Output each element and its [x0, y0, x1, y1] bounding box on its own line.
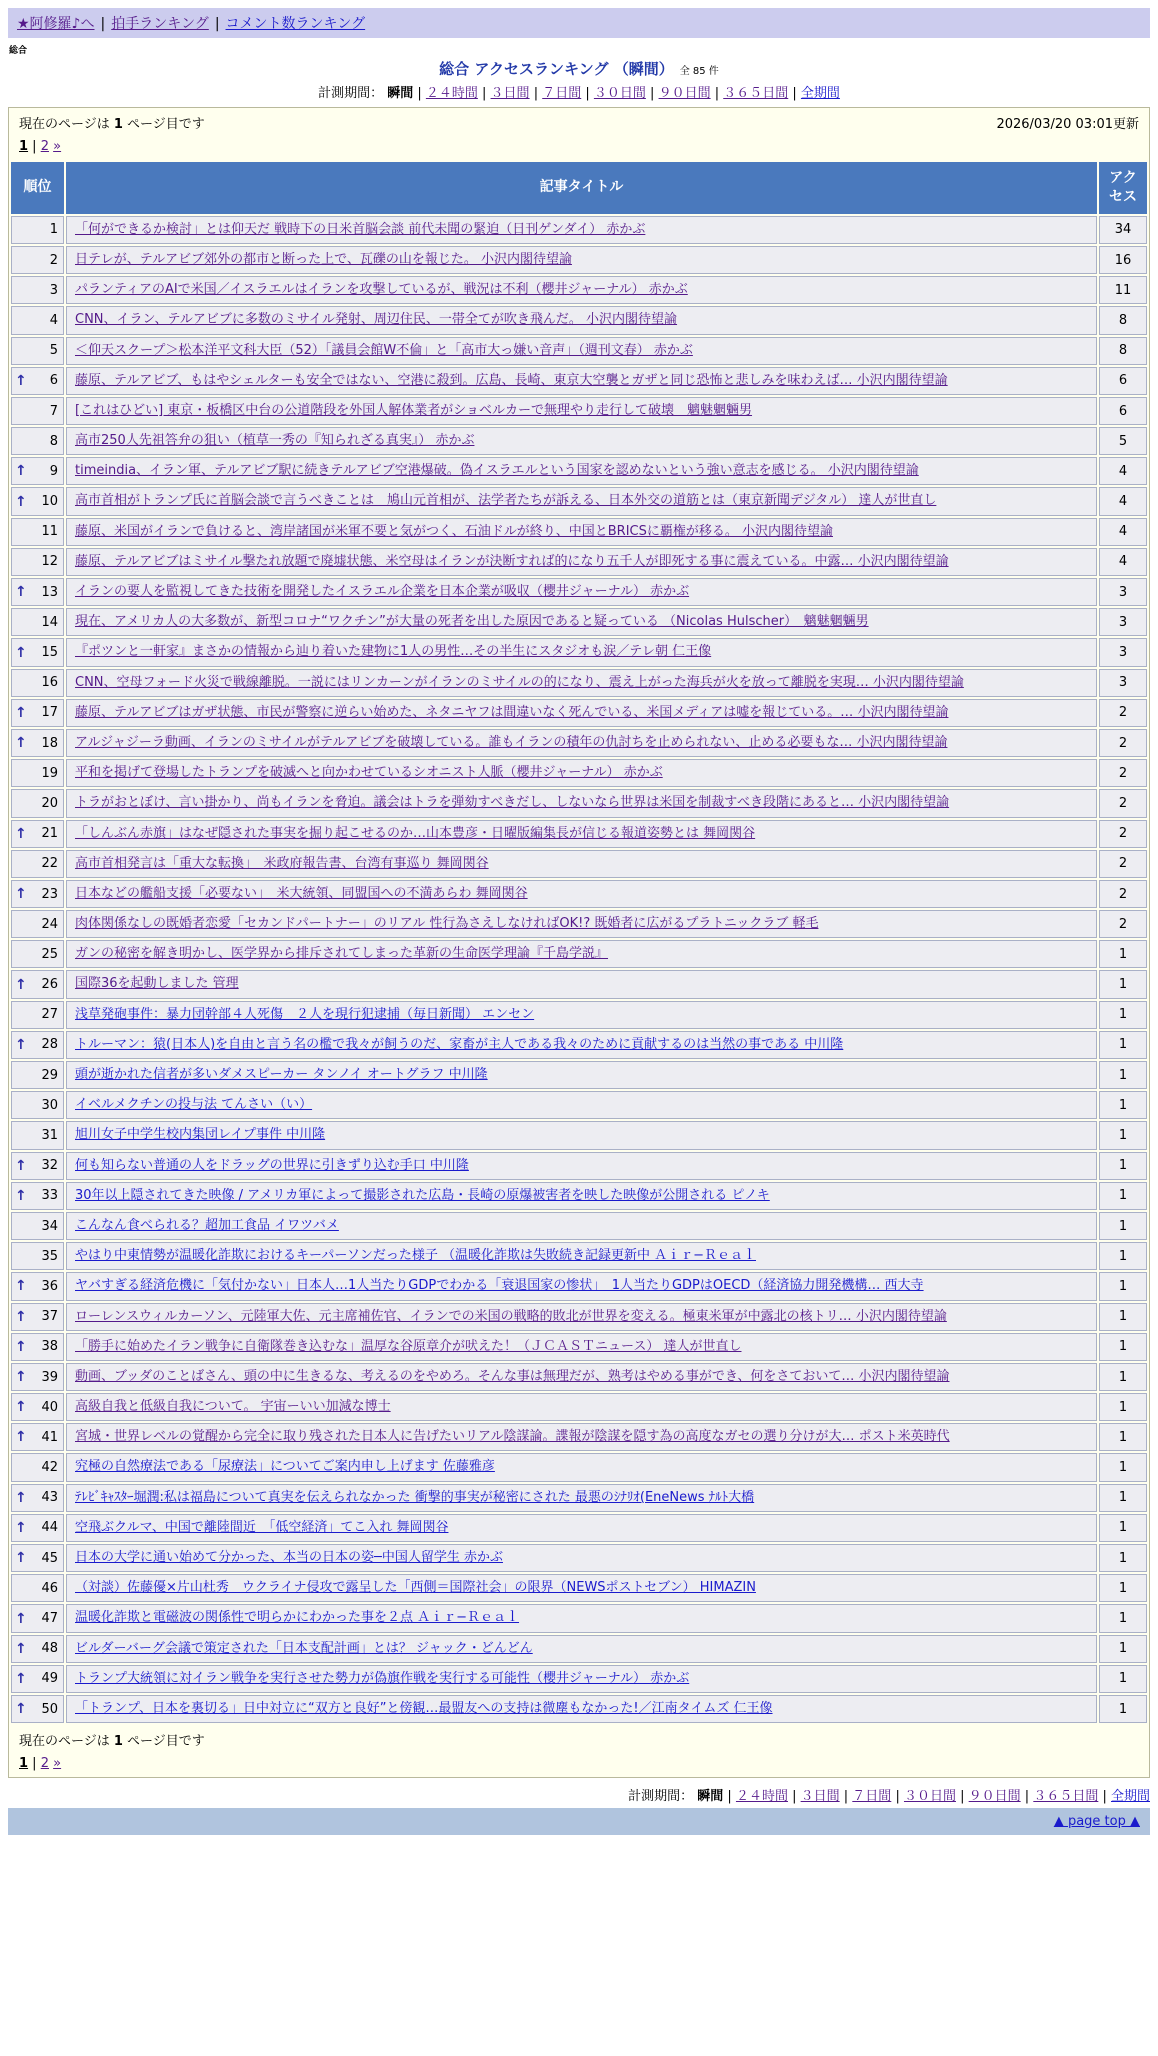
topbar-separator: | — [100, 16, 106, 32]
rank-number: 25 — [41, 946, 58, 962]
access-count: 1 — [1099, 1423, 1147, 1451]
article-link[interactable]: CNN、イラン、テルアビブに多数のミサイル発射、周辺住民、一帯全てが吹き飛んだ。 小沢内閣待望論 — [75, 312, 678, 328]
access-count: 1 — [1099, 1333, 1147, 1361]
article-link[interactable]: 藤原、テルアビブはミサイル撃たれ放題で廃墟状態、米空母はイランが決断すれば的になり五千人が即死する事に震えている。中露… 小沢内閣待望論 — [75, 553, 949, 569]
access-count: 1 — [1099, 1091, 1147, 1119]
period-link[interactable]: ９０日間 — [658, 86, 711, 101]
access-count: 1 — [1099, 1393, 1147, 1421]
rank-number: 30 — [41, 1097, 58, 1113]
rank-number: 2 — [49, 252, 58, 268]
period-link[interactable]: ３日間 — [800, 1789, 840, 1805]
up-arrow-icon: ↑ — [15, 735, 27, 752]
article-link[interactable]: 「トランプ、日本を裏切る」日中対立に“双方と良好”と傍観…最盟友への支持は微塵もなかった!／江南タイムズ 仁王像 — [75, 1700, 773, 1716]
table-row — [11, 246, 1147, 274]
rank-number: 33 — [41, 1188, 58, 1204]
rank-number: 14 — [41, 614, 58, 630]
table-row — [11, 1574, 1147, 1602]
access-count: 1 — [1099, 940, 1147, 968]
access-count: 2 — [1099, 699, 1147, 727]
rank-number: 35 — [41, 1248, 58, 1264]
access-count: 2 — [1099, 759, 1147, 787]
access-count: 2 — [1099, 850, 1147, 878]
access-count: 6 — [1099, 367, 1147, 395]
topbar-separator: | — [214, 16, 220, 32]
article-link[interactable]: ガンの秘密を解き明かし、医学界から排斥されてしまった革新の生命医学理論『千島学説』 — [75, 946, 609, 962]
access-count: 1 — [1099, 1272, 1147, 1300]
up-arrow-icon: ↑ — [15, 976, 27, 993]
access-count: 1 — [1099, 1363, 1147, 1391]
rank-number: 18 — [41, 735, 58, 751]
table-row — [11, 940, 1147, 968]
table-header-row — [11, 162, 1147, 214]
article-link[interactable]: ビルダーバーグ会議で策定された「日本支配計画」とは？ ジャック・どんどん — [75, 1640, 533, 1656]
table-row — [11, 1514, 1147, 1542]
up-arrow-icon: ↑ — [15, 1157, 27, 1174]
article-link[interactable]: イベルメクチンの投与法 てんさい（い） — [75, 1097, 313, 1113]
article-link[interactable]: [これはひどい] 東京・板橋区中台の公道階段を外国人解体業者がショベルカーで無理やり走行して破壊 魑魅魍魎男 — [75, 402, 753, 418]
up-arrow-icon: ↑ — [15, 1338, 27, 1355]
article-link[interactable]: トルーマン：猿(日本人)を自由と言う名の檻で我々が飼うのだ、家畜が主人である我々のために貢献するのは当然の事である 中川隆 — [75, 1036, 844, 1052]
article-link[interactable]: 藤原、テルアビブはガザ状態、市民が警察に逆らい始めた、ネタニヤフは間違いなく死んでいる、米国メディアは嘘を報じている。… 小沢内閣待望論 — [75, 704, 949, 720]
access-count: 1 — [1099, 1031, 1147, 1059]
up-arrow-icon: ↑ — [15, 644, 27, 661]
article-link[interactable]: 高市250人先祖答弁の狙い（植草一秀の『知られざる真実』） 赤かぶ — [75, 433, 475, 449]
rank-number: 29 — [41, 1067, 58, 1083]
asyura-home-link[interactable]: ★阿修羅♪へ — [17, 16, 95, 32]
rank-number: 41 — [41, 1429, 58, 1445]
rank-number: 37 — [41, 1309, 58, 1325]
up-arrow-icon: ↑ — [15, 1640, 27, 1657]
table-row — [11, 1242, 1147, 1270]
table-row — [11, 669, 1147, 697]
table-row — [11, 1635, 1147, 1663]
clap-ranking-link[interactable]: 拍手ランキング — [111, 16, 209, 32]
table-row — [11, 759, 1147, 787]
page-top-bar — [8, 1808, 1150, 1835]
article-link[interactable]: イランの要人を監視してきた技術を開発したイスラエル企業を日本企業が吸収（櫻井ジャーナル） 赤かぶ — [75, 584, 690, 600]
pagination-top: 1 | 2 » — [19, 139, 62, 154]
rank-number: 22 — [41, 856, 58, 872]
rank-number: 6 — [49, 373, 58, 389]
column-header-rank: 順位 — [11, 162, 64, 214]
current-period: 瞬間 — [697, 1789, 724, 1805]
table-row — [11, 1121, 1147, 1149]
current-period: 瞬間 — [387, 86, 414, 101]
access-count: 1 — [1099, 1453, 1147, 1481]
article-link[interactable]: （対談）佐藤優×片山杜秀 ウクライナ侵攻で露呈した「西側＝国際社会」の限界（NEWSポストセブン） HIMAZIN — [75, 1580, 756, 1596]
period-link[interactable]: ９０日間 — [968, 1789, 1021, 1805]
period-link[interactable]: ３０日間 — [903, 1789, 956, 1805]
access-count: 1 — [1099, 1001, 1147, 1029]
rank-number: 44 — [41, 1520, 58, 1536]
table-row — [11, 850, 1147, 878]
access-count: 16 — [1099, 246, 1147, 274]
rank-number: 21 — [41, 826, 58, 842]
article-link[interactable]: 温暖化詐欺と電磁波の関係性で明らかにわかった事を２点 Ａｉｒ−Ｒｅａｌ — [75, 1610, 520, 1626]
table-row — [11, 1604, 1147, 1632]
period-link[interactable]: ７日間 — [852, 1789, 892, 1805]
rank-number: 50 — [41, 1701, 58, 1717]
section-label: 総合 — [9, 46, 28, 56]
article-link[interactable]: 浅草発砲事件：暴力団幹部４人死傷 ２人を現行犯逮捕（毎日新聞） エンセン — [75, 1006, 535, 1022]
table-row — [11, 276, 1147, 304]
rank-number: 8 — [49, 433, 58, 449]
table-row — [11, 1031, 1147, 1059]
total-count: 全 85 件 — [679, 66, 719, 77]
ranking-panel — [8, 107, 1150, 1778]
access-count: 3 — [1099, 669, 1147, 697]
up-arrow-icon: ↑ — [15, 704, 27, 721]
table-row — [11, 1333, 1147, 1361]
article-link[interactable]: 日本の大学に通い始めて分かった、本当の日本の姿─中国人留学生 赤かぶ — [75, 1550, 503, 1566]
rank-number: 5 — [49, 343, 58, 359]
article-link[interactable]: 究極の自然療法である「尿療法」についてご案内申し上げます 佐藤雅彦 — [75, 1459, 495, 1475]
article-link[interactable]: ＜仰天スクープ＞松本洋平文科大臣（52）「議員会館W不倫」と「高市大っ嫌い音声」（週刊文春） 赤かぶ — [75, 342, 693, 358]
up-arrow-icon: ↑ — [15, 493, 27, 510]
up-arrow-icon: ↑ — [15, 1036, 27, 1053]
table-row — [11, 1152, 1147, 1180]
pagination-current-page[interactable]: 1 — [19, 1756, 29, 1772]
up-arrow-icon: ↑ — [15, 1701, 27, 1718]
article-link[interactable]: やはり中東情勢が温暖化詐欺におけるキーパーソンだった様子 （温暖化詐欺は失敗続き記録更新中 Ａｉｒ−Ｒｅａｌ — [75, 1248, 756, 1264]
up-arrow-icon: ↑ — [15, 463, 27, 480]
table-row — [11, 1212, 1147, 1240]
rank-number: 40 — [41, 1399, 58, 1415]
period-link[interactable]: ２４時間 — [425, 86, 478, 101]
table-row — [11, 548, 1147, 576]
rank-number: 36 — [41, 1278, 58, 1294]
table-row — [11, 1061, 1147, 1089]
up-arrow-icon: ↑ — [15, 1278, 27, 1295]
access-count: 1 — [1099, 1061, 1147, 1089]
rank-number: 12 — [41, 554, 58, 570]
article-link[interactable]: CNN、空母フォード火災で戦線離脱。一説にはリンカーンがイランのミサイルの的になり、震え上がった海兵が火を放って離脱を実現… 小沢内閣待望論 — [75, 674, 964, 690]
pagination-current-page[interactable]: 1 — [19, 139, 29, 154]
table-row — [11, 1453, 1147, 1481]
access-count: 2 — [1099, 820, 1147, 848]
period-links: | ２４時間 | ３日間 | ７日間 | ３０日間 | ９０日間 | ３６５日間 | 全期間 — [723, 1789, 1150, 1805]
table-row — [11, 1665, 1147, 1693]
access-count: 1 — [1099, 1182, 1147, 1210]
rank-number: 1 — [49, 222, 58, 238]
up-arrow-icon: ↑ — [15, 1308, 27, 1325]
up-arrow-icon: ↑ — [15, 1670, 27, 1687]
access-count: 1 — [1099, 1484, 1147, 1512]
article-link[interactable]: 肉体関係なしの既婚者恋愛「セカンドパートナー」のリアル 性行為さえしなければOK!? 既婚者に広がるプラトニックラブ 軽毛 — [75, 916, 819, 932]
up-arrow-icon: ↑ — [15, 1369, 27, 1385]
page-top-link[interactable]: ▲ page top ▲ — [1053, 1814, 1140, 1830]
period-link[interactable]: 全期間 — [1110, 1789, 1150, 1805]
rank-number: 32 — [41, 1158, 58, 1174]
article-link[interactable]: 「何ができるか検討」とは仰天だ 戦時下の日米首脳会談 前代未聞の緊迫（日刊ゲンダイ） 赤かぶ — [75, 221, 646, 237]
access-count: 3 — [1099, 638, 1147, 666]
table-row — [11, 820, 1147, 848]
comment-ranking-link[interactable]: コメント数ランキング — [225, 16, 366, 32]
article-link[interactable]: ローレンスウィルカーソン、元陸軍大佐、元主席補佐官、イランでの米国の戦略的敗北が世界を変える。極東米軍が中露北の核トリ… 小沢内閣待望論 — [75, 1308, 947, 1324]
article-link[interactable]: 藤原、テルアビブ、もはやシェルターも安全ではない、空港に殺到。広島、長崎、東京大空襲とガザと同じ恐怖と悲しみを味わえば… 小沢内閣待望論 — [75, 372, 948, 388]
access-count: 2 — [1099, 910, 1147, 938]
period-link[interactable]: ３０日間 — [593, 86, 646, 101]
period-link[interactable]: ７日間 — [542, 86, 582, 101]
rank-number: 31 — [41, 1128, 58, 1143]
article-link[interactable]: 日テレが、テルアビブ郊外の都市と断った上で、瓦礫の山を報じた。 小沢内閣待望論 — [75, 251, 572, 267]
up-arrow-icon: ↑ — [15, 584, 27, 601]
period-link[interactable]: 全期間 — [800, 86, 840, 101]
bottom-whitespace — [8, 1835, 1150, 1865]
rank-number: 43 — [41, 1490, 58, 1506]
period-selector-top — [8, 82, 1150, 101]
article-link[interactable]: トランプ大統領に対イラン戦争を実行させた勢力が偽旗作戦を実行する可能性（櫻井ジャーナル） 赤かぶ — [75, 1670, 690, 1686]
table-row — [11, 970, 1147, 998]
access-count: 1 — [1099, 1514, 1147, 1542]
topbar — [8, 8, 1150, 38]
up-arrow-icon: ↑ — [15, 1429, 27, 1446]
panel-info-top — [9, 108, 1149, 160]
rank-number: 4 — [49, 312, 58, 328]
rank-number: 49 — [41, 1671, 58, 1687]
rank-number: 13 — [41, 584, 58, 600]
access-count: 1 — [1099, 1544, 1147, 1572]
access-count: 1 — [1099, 1303, 1147, 1331]
table-row — [11, 1001, 1147, 1029]
article-link[interactable]: 旭川女子中学生校内集団レイプ事件 中川隆 — [75, 1127, 326, 1143]
up-arrow-icon: ↑ — [15, 372, 27, 389]
table-row — [11, 1091, 1147, 1119]
pagination-page-link[interactable]: 2 — [40, 1756, 49, 1772]
rank-number: 39 — [41, 1369, 58, 1385]
article-link[interactable]: 藤原、米国がイランで負けると、湾岸諸国が米軍不要と気がつく、石油ドルが終り、中国とBRICSに覇権が移る。 小沢内閣待望論 — [75, 523, 833, 539]
rank-number: 42 — [41, 1460, 58, 1476]
rank-number: 34 — [41, 1218, 58, 1234]
article-link[interactable]: 頭が逝かれた信者が多いダメスピーカー タンノイ オートグラフ 中川隆 — [75, 1067, 488, 1083]
access-count: 34 — [1099, 216, 1147, 244]
table-row — [11, 518, 1147, 546]
access-count: 1 — [1099, 1604, 1147, 1632]
table-row — [11, 1423, 1147, 1451]
access-count: 1 — [1099, 1635, 1147, 1663]
table-row — [11, 1272, 1147, 1300]
page-title — [8, 58, 1150, 79]
ranking-table — [9, 160, 1149, 1725]
rank-number: 27 — [41, 1007, 58, 1023]
table-row — [11, 1695, 1147, 1723]
period-link[interactable]: ２４時間 — [735, 1789, 788, 1805]
access-count: 11 — [1099, 276, 1147, 304]
access-count: 3 — [1099, 608, 1147, 636]
article-link[interactable]: 日本などの艦船支援「必要ない」 米大統領、同盟国への不満あらわ 舞岡関谷 — [75, 885, 528, 901]
table-row — [11, 306, 1147, 334]
column-header-access: アクセス — [1099, 162, 1147, 214]
access-count: 1 — [1099, 1152, 1147, 1180]
article-link[interactable]: ﾃﾚﾋﾞｷｬｽﾀｰ堀潤:私は福島について真実を伝えられなかった 衝撃的事実が秘密にされた 最悪のｼﾅﾘｵ(EneNews ﾅﾙﾄ大橋 — [75, 1489, 755, 1505]
access-count: 4 — [1099, 457, 1147, 485]
table-row — [11, 699, 1147, 727]
rank-number: 48 — [41, 1641, 58, 1657]
rank-number: 15 — [41, 645, 58, 660]
current-page-note: 現在のページは 1 ページ目です — [19, 117, 205, 132]
article-link[interactable]: パランティアのAIで米国／イスラエルはイランを攻撃しているが、戦況は不利（櫻井ジャーナル） 赤かぶ — [75, 282, 688, 298]
up-arrow-icon: ↑ — [15, 1550, 27, 1567]
rank-number: 23 — [41, 886, 58, 902]
article-link[interactable]: 平和を掲げて登場したトランプを破滅へと向かわせているシオニスト人脈（櫻井ジャーナル） 赤かぶ — [75, 765, 663, 781]
article-link[interactable]: timeindia、イラン軍、テルアビブ駅に続きテルアビブ空港爆破。偽イスラエルという国家を認めないという強い意志を感じる。 小沢内閣待望論 — [75, 463, 919, 479]
article-link[interactable]: 『ポツンと一軒家』まさかの情報から辿り着いた建物に1人の男性…その半生にスタジオも涙／テレ朝 仁王像 — [75, 644, 712, 660]
table-row — [11, 608, 1147, 636]
period-link[interactable]: ３日間 — [490, 86, 530, 101]
table-row — [11, 1182, 1147, 1210]
access-count: 3 — [1099, 578, 1147, 606]
table-row — [11, 397, 1147, 425]
table-row — [11, 337, 1147, 365]
article-link[interactable]: 高級自我と低級自我について。 宇宙ーいい加減な博士 — [75, 1399, 391, 1415]
rank-number: 11 — [41, 524, 58, 540]
access-count: 2 — [1099, 880, 1147, 908]
table-row — [11, 367, 1147, 395]
period-links: | ２４時間 | ３日間 | ７日間 | ３０日間 | ９０日間 | ３６５日間 | 全期間 — [413, 86, 840, 101]
up-arrow-icon: ↑ — [15, 825, 27, 842]
access-count: 5 — [1099, 427, 1147, 455]
rank-number: 24 — [41, 916, 58, 932]
rank-number: 17 — [41, 705, 58, 721]
period-selector-bottom — [8, 1785, 1150, 1804]
up-arrow-icon: ↑ — [15, 1610, 27, 1627]
access-count: 1 — [1099, 1212, 1147, 1240]
pagination-next-link[interactable]: » — [53, 1756, 62, 1772]
access-count: 1 — [1099, 1695, 1147, 1723]
pagination-next-link[interactable]: » — [53, 139, 62, 154]
access-count: 1 — [1099, 1121, 1147, 1149]
table-row — [11, 638, 1147, 666]
period-link[interactable]: ３６５日間 — [723, 86, 789, 101]
table-row — [11, 1484, 1147, 1512]
up-arrow-icon: ↑ — [15, 1519, 27, 1536]
table-row — [11, 487, 1147, 515]
access-count: 8 — [1099, 306, 1147, 334]
table-row — [11, 216, 1147, 244]
up-arrow-icon: ↑ — [15, 886, 27, 902]
access-count: 4 — [1099, 548, 1147, 576]
article-link[interactable]: ヤバすぎる経済危機に「気付かない」日本人…1人当たりGDPでわかる「衰退国家の惨状」 1人当たりGDPはOECD（経済協力開発機構… 西大寺 — [75, 1278, 924, 1294]
access-count: 8 — [1099, 337, 1147, 365]
rank-number: 19 — [41, 765, 58, 781]
article-link[interactable]: 30年以上隠されてきた映像 / アメリカ軍によって撮影された広島・長崎の原爆被害者を映した映像が公開される ピノキ — [75, 1187, 770, 1203]
table-row — [11, 457, 1147, 485]
table-row — [11, 1544, 1147, 1572]
rank-number: 26 — [41, 977, 58, 993]
rank-number: 3 — [49, 282, 58, 298]
access-count: 6 — [1099, 397, 1147, 425]
access-count: 1 — [1099, 970, 1147, 998]
access-count: 1 — [1099, 1665, 1147, 1693]
up-arrow-icon: ↑ — [15, 1187, 27, 1204]
pagination-page-link[interactable]: 2 — [40, 139, 49, 154]
column-header-title: 記事タイトル — [66, 162, 1097, 214]
updated-timestamp: 2026/03/20 03:01更新 — [996, 117, 1139, 132]
rank-number: 7 — [49, 403, 58, 419]
article-link[interactable]: 「勝手に始めたイラン戦争に自衛隊巻き込むな」温厚な谷原章介が吠えた！（ＪＣＡＳＴニュース） 達人が世直し — [75, 1338, 742, 1354]
access-count: 2 — [1099, 729, 1147, 757]
access-count: 1 — [1099, 1242, 1147, 1270]
article-link[interactable]: 空飛ぶクルマ、中国で離陸間近 「低空経済」てこ入れ 舞岡関谷 — [75, 1519, 449, 1535]
pagination-bottom: 1 | 2 » — [19, 1756, 62, 1772]
access-count: 4 — [1099, 518, 1147, 546]
table-row — [11, 910, 1147, 938]
rank-number: 20 — [41, 795, 58, 811]
article-link[interactable]: トラがおとぼけ、言い掛かり、尚もイランを脅迫。議会はトラを弾劾すべきだし、しないなら世界は米国を制裁すべき段階にあると… 小沢内閣待望論 — [75, 795, 950, 811]
period-label: 計測期間： — [628, 1789, 698, 1805]
rank-number: 38 — [41, 1339, 58, 1355]
current-page-note: 現在のページは 1 ページ目です — [19, 1734, 205, 1750]
article-link[interactable]: 高市首相がトランプ氏に首脳会談で言うべきことは 鳩山元首相が、法学者たちが訴える、日本外交の道筋とは（東京新聞デジタル） 達人が世直し — [75, 493, 937, 509]
table-row — [11, 729, 1147, 757]
table-row — [11, 880, 1147, 908]
article-link[interactable]: アルジャジーラ動画、イランのミサイルがテルアビブを破壊している。誰もイランの積年の仇討ちを止められない、止める必要もな… 小沢内閣待望論 — [75, 734, 948, 750]
rank-number: 16 — [41, 675, 58, 691]
article-link[interactable]: 「しんぶん赤旗」はなぜ隠された事実を掘り起こせるのか…山本豊彦・日曜版編集長が信じる報道姿勢とは 舞岡関谷 — [75, 825, 756, 841]
rank-number: 46 — [41, 1580, 58, 1596]
access-count: 1 — [1099, 1574, 1147, 1602]
rank-number: 10 — [41, 494, 58, 510]
article-link[interactable]: 何も知らない普通の人をドラッグの世界に引きずり込む手口 中川隆 — [75, 1157, 469, 1173]
article-link[interactable]: 宮城・世界レベルの覚醒から完全に取り残された日本人に告げたいリアル陰謀論。諜報が陰謀を隠す為の高度なガセの選り分けが大… ポスト米英時代 — [75, 1429, 950, 1445]
access-count: 2 — [1099, 789, 1147, 817]
article-link[interactable]: 国際36を起動しました 管理 — [75, 976, 239, 992]
up-arrow-icon: ↑ — [15, 1399, 27, 1416]
table-row — [11, 789, 1147, 817]
table-row — [11, 427, 1147, 455]
panel-info-bottom — [9, 1725, 1149, 1777]
article-link[interactable]: 動画、ブッダのことばさん、頭の中に生きるな、考えるのをやめろ。そんな事は無理だが、熟考はやめる事ができ、何をさておいて… 小沢内閣待望論 — [75, 1368, 950, 1384]
article-link[interactable]: 高市首相発言は「重大な転換」 米政府報告書、台湾有事巡り 舞岡関谷 — [75, 855, 489, 871]
up-arrow-icon: ↑ — [15, 1489, 27, 1506]
table-row — [11, 578, 1147, 606]
article-link[interactable]: 現在、アメリカ人の大多数が、新型コロナ“ワクチン”が大量の死者を出した原因であると疑っている （Nicolas Hulscher） 魑魅魍魎男 — [75, 614, 869, 630]
article-link[interactable]: こんなん食べられる？超加工食品 イワツバメ — [75, 1217, 339, 1233]
period-link[interactable]: ３６５日間 — [1033, 1789, 1099, 1805]
table-row — [11, 1363, 1147, 1391]
access-count: 4 — [1099, 487, 1147, 515]
rank-number: 45 — [41, 1550, 58, 1566]
ranking-title: 総合 アクセスランキング （瞬間） — [439, 60, 674, 78]
period-label: 計測期間： — [318, 86, 388, 101]
table-row — [11, 1303, 1147, 1331]
rank-number: 9 — [49, 463, 58, 479]
rank-number: 47 — [41, 1611, 58, 1626]
table-row — [11, 1393, 1147, 1421]
rank-number: 28 — [41, 1037, 58, 1053]
